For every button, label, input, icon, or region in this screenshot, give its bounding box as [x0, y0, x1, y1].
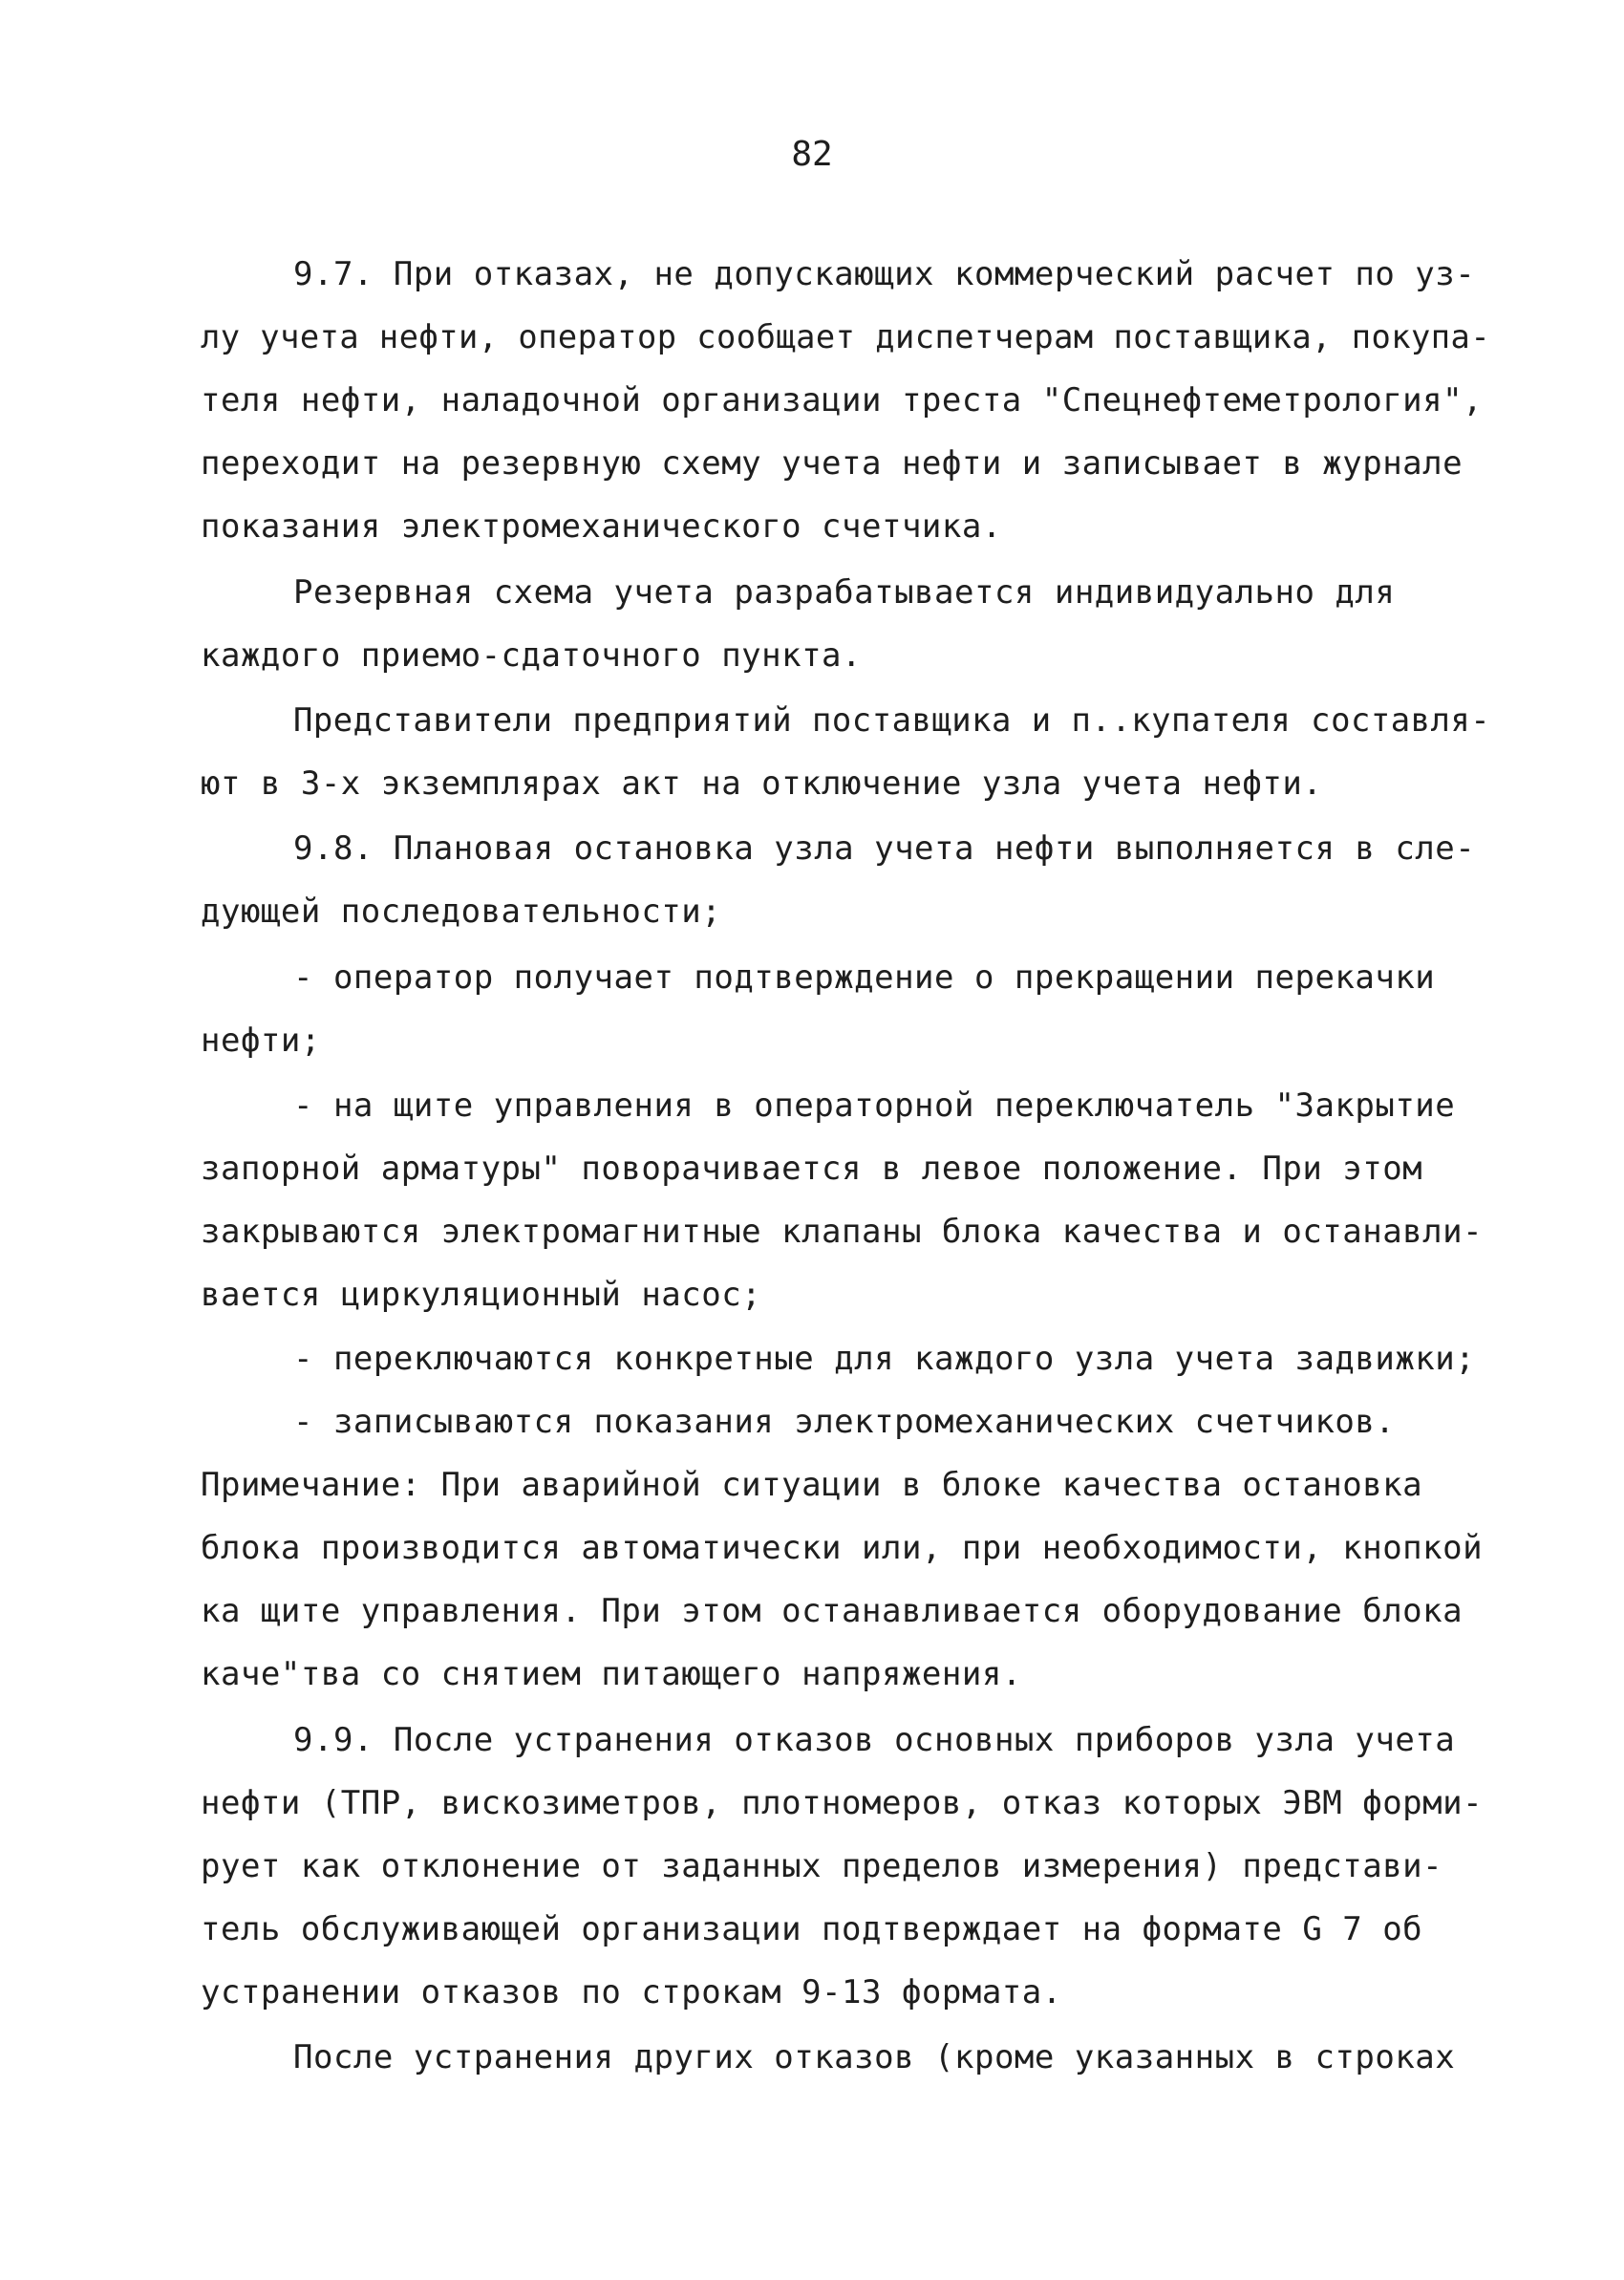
text-line: 9.9. После устранения отказов основных приборов узла учета	[293, 1721, 1456, 1759]
text-line: Представители предприятий поставщика и п..купателя составля-	[293, 701, 1491, 740]
text-line: Примечание: При аварийной ситуации в блоке качества остановка	[201, 1466, 1423, 1504]
text-line: - на щите управления в операторной переключатель "Закрытие	[293, 1086, 1456, 1125]
text-line: После устранения других отказов (кроме указанных в строках	[293, 2038, 1456, 2076]
text-line: устранении отказов по строкам 9-13 формата.	[201, 1973, 1062, 2011]
text-line: каче"тва со снятием питающего напряжения.	[201, 1655, 1022, 1693]
text-line: ют в 3-х экземплярах акт на отключение узла учета нефти.	[201, 764, 1323, 803]
text-line: закрываются электромагнитные клапаны блока качества и останавли-	[201, 1213, 1484, 1251]
text-line: дующей последовательности;	[201, 893, 722, 931]
text-line: переходит на резервную схему учета нефти и записывает в журнале	[201, 444, 1464, 483]
text-line: Резервная схема учета разрабатывается индивидуально для	[293, 573, 1396, 612]
text-line: теля нефти, наладочной организации треста "Спецнефтеметрология",	[201, 381, 1484, 419]
text-line: нефти;	[201, 1022, 321, 1060]
text-line: 9.7. При отказах, не допускающих коммерческий расчет по уз-	[293, 255, 1476, 293]
text-line: - записываются показания электромеханических счетчиков.	[293, 1403, 1396, 1441]
page-number: 82	[791, 135, 833, 174]
text-line: каждого приемо-сдаточного пункта.	[201, 636, 863, 675]
text-line: рует как отклонение от заданных пределов измерения) представи-	[201, 1847, 1443, 1885]
text-line: - переключаются конкретные для каждого узла учета задвижки;	[293, 1340, 1476, 1378]
text-line: лу учета нефти, оператор сообщает диспетчерам поставщика, покупа-	[201, 318, 1491, 356]
text-line: блока производится автоматически или, при необходимости, кнопкой	[201, 1529, 1484, 1567]
text-line: тель обслуживающей организации подтверждает на формате G 7 об	[201, 1910, 1423, 1948]
text-line: нефти (ТПР, вискозиметров, плотномеров, отказ которых ЭВМ форми-	[201, 1784, 1484, 1822]
text-line: вается циркуляционный насос;	[201, 1276, 762, 1314]
text-line: запорной арматуры" поворачивается в левое положение. При этом	[201, 1150, 1423, 1188]
text-line: показания электромеханического счетчика.	[201, 507, 1002, 546]
text-line: 9.8. Плановая остановка узла учета нефти выполняется в сле-	[293, 829, 1476, 868]
text-line: ка щите управления. При этом останавливается оборудование блока	[201, 1592, 1464, 1630]
text-line: - оператор получает подтверждение о прекращении перекачки	[293, 958, 1436, 997]
